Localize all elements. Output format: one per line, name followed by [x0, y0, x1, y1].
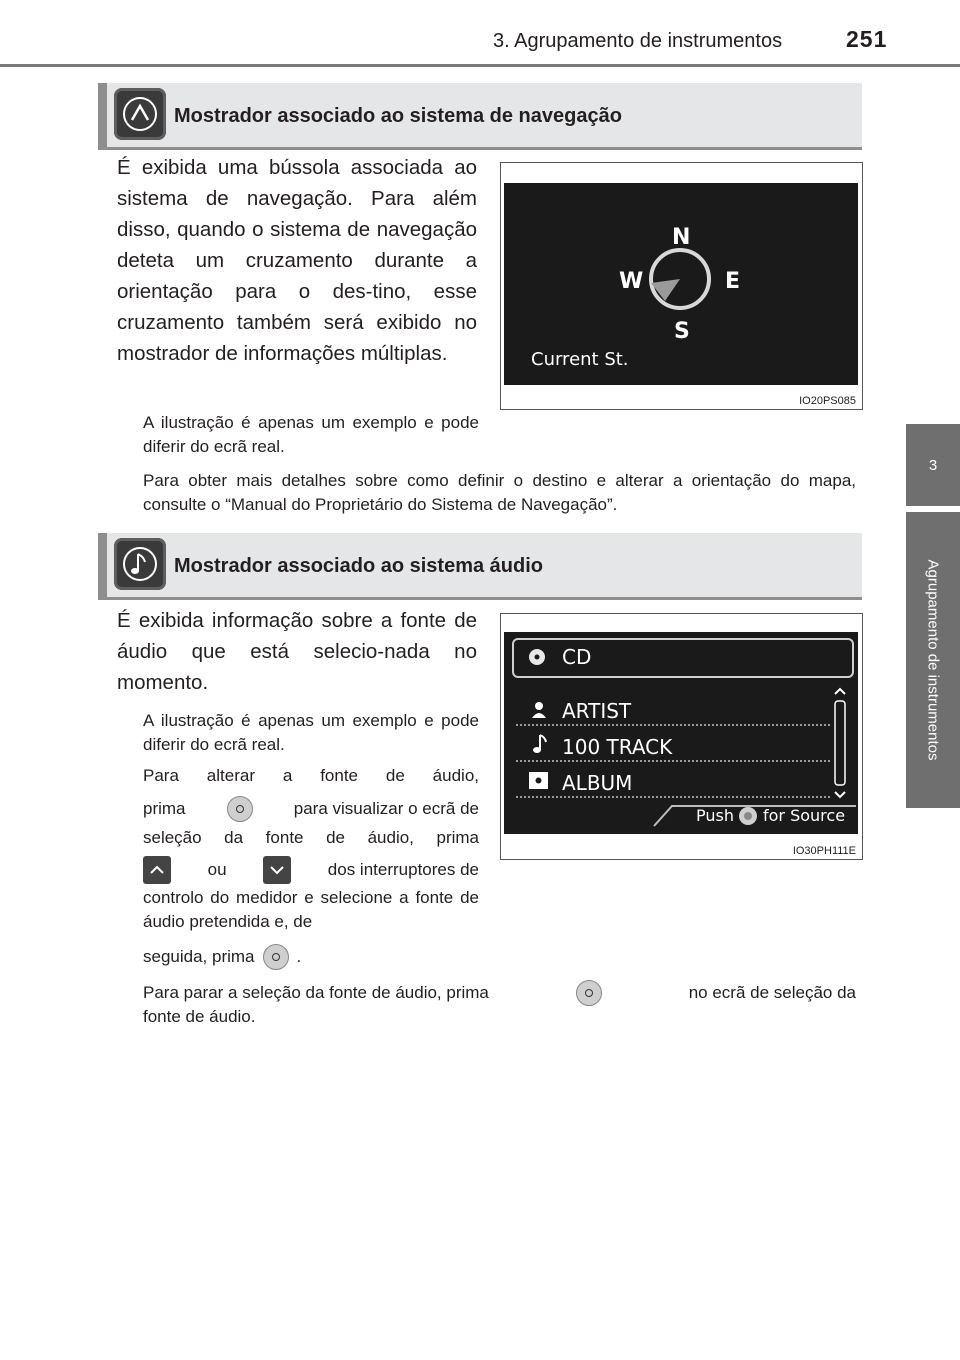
audio-section-title: Mostrador associado ao sistema áudio — [174, 555, 543, 577]
nav-note-illustration: A ilustração é apenas um exemplo e pode diferir do ecrã real. — [143, 413, 479, 456]
audio-section-header — [98, 533, 862, 600]
compass-w-label: W — [619, 269, 644, 294]
list-item-track: 100 TRACK — [562, 735, 673, 759]
audio-screen — [504, 632, 858, 834]
inst-d2-text: dos interruptores de — [327, 860, 479, 879]
audio-stop-line — [143, 980, 856, 1006]
compass-s-label: S — [674, 319, 690, 344]
for-source-label: for Source — [763, 806, 846, 825]
meter-select-button-icon — [263, 944, 289, 970]
row-divider — [516, 760, 830, 764]
navigation-icon — [114, 88, 166, 140]
audio-instruction-line-e: controlo do medidor e selecione a fonte de áudio pretendida e, de — [143, 888, 479, 931]
audio-note-illustration: A ilustração é apenas um exemplo e pode diferir do ecrã real. — [143, 711, 479, 754]
list-item-artist: ARTIST — [562, 699, 632, 723]
page-number: 251 — [846, 26, 888, 52]
compass-e-label: E — [725, 269, 741, 294]
back-button-icon — [576, 980, 602, 1006]
compass-n-label: N — [672, 225, 691, 250]
figure-code: IO20PS085 — [799, 395, 856, 407]
audio-instruction-line-b — [143, 796, 479, 822]
inst-b1-text: prima — [143, 799, 186, 818]
current-source-label: CD — [562, 645, 592, 669]
audio-instruction-line-c: seleção da fonte de áudio, prima — [143, 828, 479, 847]
side-tab-label: Agrupamento de instrumentos — [906, 512, 960, 808]
compass-figure — [500, 162, 863, 410]
push-label: Push — [696, 806, 734, 825]
inst-b2-text: para visualizar o ecrã de — [293, 799, 479, 818]
audio-instruction-line-d — [143, 856, 479, 884]
inst-f2-text: . — [296, 947, 302, 966]
inst-d1-text: ou — [207, 860, 227, 879]
header-rule — [0, 64, 960, 67]
audio-stop-line-2: fonte de áudio. — [143, 1007, 256, 1026]
audio-body-text: É exibida informação sobre a fonte de áudio que está selecio-nada no momento. — [117, 609, 477, 694]
inst-f1-text: seguida, prima — [143, 947, 255, 966]
figure-code: IO30PH111E — [792, 845, 856, 857]
side-tab-number: 3 — [906, 424, 960, 506]
stop-a-text: Para parar a seleção da fonte de áudio, prima — [143, 983, 489, 1002]
nav-body-text: É exibida uma bússola associada ao sistema de navegação. Para além disso, quando o sistema de navegação deteta um cruzamento durante a orientação para o des-tino, esse cruzamento também será exibido no mostrador de informações múltiplas. — [117, 156, 477, 365]
current-street-label: Current St. — [531, 349, 629, 370]
audio-figure — [500, 613, 863, 860]
compass-screen — [504, 183, 858, 385]
nav-note-details: Para obter mais detalhes sobre como definir o destino e alterar a orientação do mapa, consulte o “Manual do Proprietário do Sistema de Navegação”. — [143, 471, 856, 514]
audio-instruction-line-f — [143, 944, 479, 970]
down-arrow-button-icon — [263, 856, 291, 884]
nav-section-header — [98, 83, 862, 150]
list-item-album: ALBUM — [562, 771, 633, 795]
meter-select-button-icon — [227, 796, 253, 822]
stop-b-text: no ecrã de seleção da — [688, 983, 856, 1002]
nav-section-title: Mostrador associado ao sistema de navegação — [174, 105, 622, 127]
audio-instruction-line-a: Para alterar a fonte de áudio, — [143, 766, 479, 785]
chapter-title: 3. Agrupamento de instrumentos — [493, 30, 783, 52]
music-note-icon — [114, 538, 166, 590]
up-arrow-button-icon — [143, 856, 171, 884]
row-divider — [516, 724, 830, 728]
row-divider — [516, 796, 830, 800]
